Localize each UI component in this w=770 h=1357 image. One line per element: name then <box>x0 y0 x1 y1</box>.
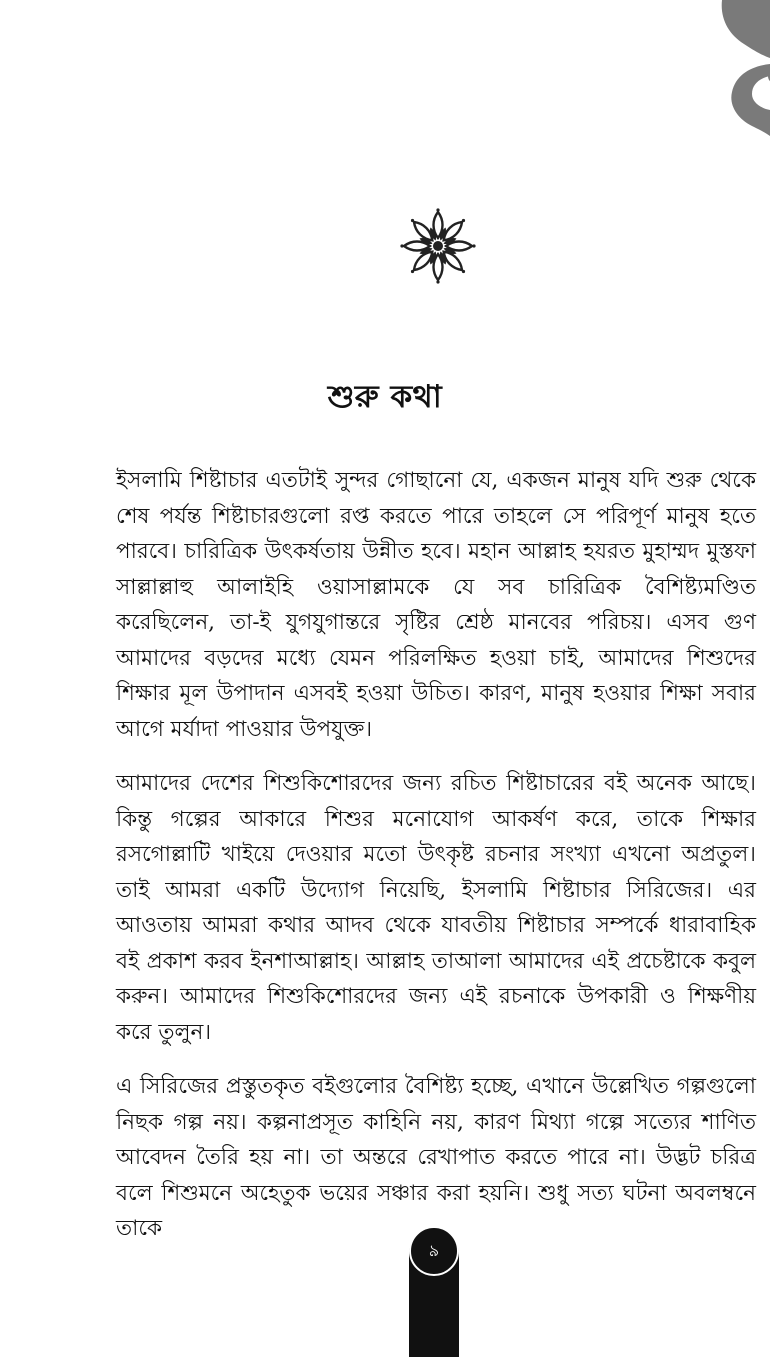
flower-ornament-icon <box>400 208 476 284</box>
paragraph-3: এ সিরিজের প্রস্তুতকৃত বইগুলোর বৈশিষ্ট্য হচ্ছে, এখানে উল্লেখিত গল্পগুলো নিছক গল্প নয়। কল্পনাপ্রসূত কাহিনি নয়, কারণ মিথ্যা গল্পে সত্যের শাণিত আবেদন তৈরি হয় না। তা অন্তরে রেখাপাত করতে পারে না। উদ্ভট চরিত্র বলে শিশুমনে অহেতুক ভয়ের সঞ্চার করা হয়নি। শুধু সত্য ঘটনা অবলম্বনে তাকে <box>116 1074 756 1241</box>
paragraph-1: ইসলামি শিষ্টাচার এতটাই সুন্দর গোছানো যে, একজন মানুষ যদি শুরু থেকে শেষ পর্যন্ত শিষ্টাচারগুলো রপ্ত করতে পারে তাহলে সে পরিপূর্ণ মানুষ হতে পারবে। চারিত্রিক উৎকর্ষতায় উন্নীত হবে। মহান আল্লাহ হযরত মুহাম্মদ মুস্তফা সাল্লাল্লাহু আলাইহি ওয়াসাল্লামকে যে সব চারিত্রিক বৈশিষ্ট্যমণ্ডিত করেছিলেন, তা-ই যুগযুগান্তরে সৃষ্টির শ্রেষ্ঠ মানবের পরিচয়। এসব গুণ আমাদের বড়দের মধ্যে যেমন পরিলক্ষিত হওয়া চাই, আমাদের শিশুদের শিক্ষার মূল উপাদান এসবই হওয়া উচিত। কারণ, মানুষ হওয়ার শিক্ষা সবার আগে মর্যাদা পাওয়ার উপযুক্ত। <box>116 468 756 742</box>
corner-swirl-icon <box>660 0 770 150</box>
body-text <box>116 463 756 1266</box>
paragraph-2: আমাদের দেশের শিশুকিশোরদের জন্য রচিত শিষ্টাচারের বই অনেক আছে। কিন্তু গল্পের আকারে শিশুর মনোযোগ আকর্ষণ করে, তাকে শিক্ষার রসগোল্লাটি খাইয়ে দেওয়ার মতো উৎকৃষ্ট রচনার সংখ্যা এখনো অপ্রতুল। তাই আমরা একটি উদ্যোগ নিয়েছি, ইসলামি শিষ্টাচার সিরিজের। এর আওতায় আমরা কথার আদব থেকে যাবতীয় শিষ্টাচার সম্পর্কে ধারাবাহিক বই প্রকাশ করব ইনশাআল্লাহ। আল্লাহ তাআলা আমাদের এই প্রচেষ্টাকে কবুল করুন। আমাদের শিশুকিশোরদের জন্য এই রচনাকে উপকারী ও শিক্ষণীয় করে তুলুন। <box>116 771 756 1045</box>
page-number: ৯ <box>409 1226 459 1276</box>
page-title: শুরু কথা <box>327 378 443 415</box>
